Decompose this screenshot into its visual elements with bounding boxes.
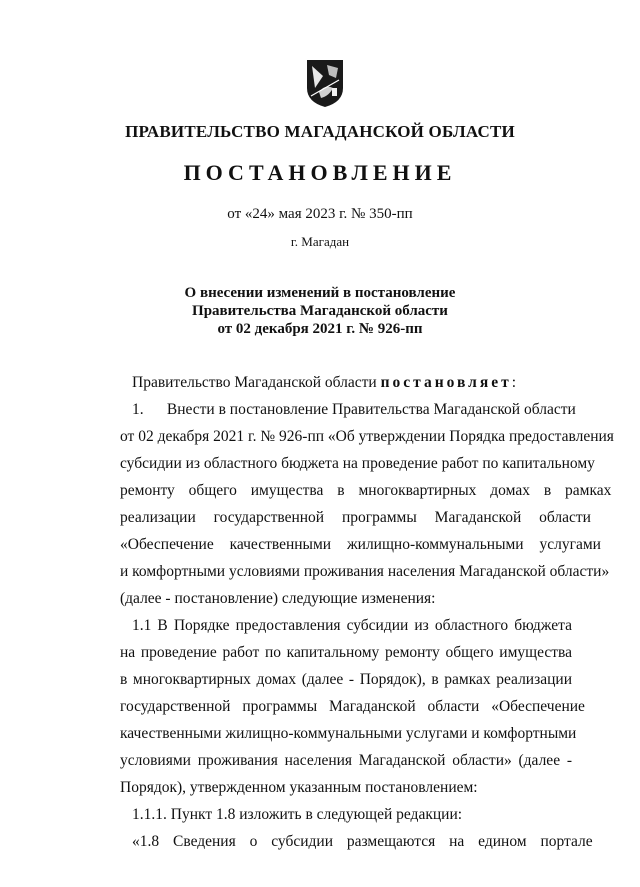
city-name: г. Магадан <box>290 234 350 249</box>
body-line: Порядок), утвержденном указанным постановлением: <box>120 779 478 796</box>
decree-subject <box>0 284 640 338</box>
subject-line: Правительства Магаданской области <box>192 303 448 319</box>
preamble-keyword: постановляет <box>380 374 512 391</box>
coat-of-arms-emblem <box>303 58 347 108</box>
body-line: от 02 декабря 2021 г. № 926-пп «Об утверждении Порядка предоставления <box>120 428 614 445</box>
body-line: субсидии из областного бюджета на проведение работ по капитальному <box>120 455 595 472</box>
preamble <box>132 373 516 393</box>
body-line: реализации государственной программы Магаданской области <box>120 509 591 526</box>
body-line: 1.1.1. Пункт 1.8 изложить в следующей редакции: <box>132 806 463 823</box>
body-line: «Обеспечение качественными жилищно-коммунальными услугами <box>120 536 601 553</box>
body-line: «1.8 Сведения о субсидии размещаются на едином портале <box>132 833 593 850</box>
decree-date-number: от «24» мая 2023 г. № 350-пп <box>227 206 413 222</box>
body-line: 1.1 В Порядке предоставления субсидии из областного бюджета <box>132 617 572 634</box>
body-line: 1. Внести в постановление Правительства Магаданской области <box>132 401 576 418</box>
body-line: (далее - постановление) следующие изменения: <box>120 590 436 607</box>
subject-line: от 02 декабря 2021 г. № 926-пп <box>217 321 423 337</box>
document-type-title: ПОСТАНОВЛЕНИЕ <box>183 160 457 185</box>
body-line: условиями проживания населения Магаданской области» (далее - <box>120 752 572 769</box>
body-line: ремонту общего имущества в многоквартирных домах в рамках <box>120 482 612 499</box>
preamble-colon: : <box>511 374 517 391</box>
government-title: ПРАВИТЕЛЬСТВО МАГАДАНСКОЙ ОБЛАСТИ <box>125 122 515 141</box>
body-line: в многоквартирных домах (далее - Порядок), в рамках реализации <box>120 671 572 688</box>
body-line: качественными жилищно-коммунальными услугами и комфортными <box>120 725 577 742</box>
body-line: государственной программы Магаданской области «Обеспечение <box>120 698 585 715</box>
body-line: на проведение работ по капитальному ремонту общего имущества <box>120 644 572 661</box>
body-line: и комфортными условиями проживания населения Магаданской области» <box>120 563 610 580</box>
preamble-text: Правительство Магаданской области <box>132 374 381 391</box>
subject-line: О внесении изменений в постановление <box>184 285 456 301</box>
